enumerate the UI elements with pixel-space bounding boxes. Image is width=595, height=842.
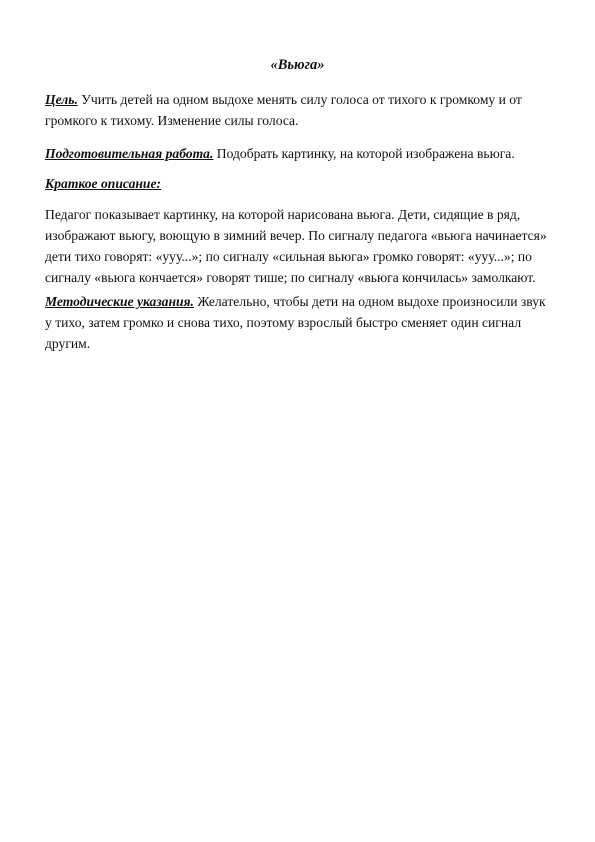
goal-label: Цель. — [45, 92, 78, 107]
preparation-label: Подготовительная работа. — [45, 146, 214, 161]
method-text: Желательно, чтобы дети на одном выдохе произносили звук у тихо, затем громко и снова тихо, поэтому взрослый быстро сменяет один сигнал другим. — [45, 294, 546, 351]
brief-heading — [45, 173, 553, 194]
document-title: «Вьюга» — [270, 57, 325, 73]
brief-paragraph: Педагог показывает картинку, на которой нарисована вьюга. Дети, сидящие в ряд, изображают вьюгу, воющую в зимний вечер. По сигналу педагога «вьюга начинается» дети тихо говорят: «ууу...»; по сигналу «сильная вьюга» громко говорят: «ууу...»; по сигналу «вьюга кончается» говорят тише; по сигналу «вьюга кончилась» замолкают. — [45, 207, 547, 285]
method-paragraph — [45, 291, 553, 354]
brief-label: Краткое описание: — [45, 176, 162, 191]
goal-paragraph — [45, 89, 553, 131]
method-label: Методические указания. — [45, 294, 194, 309]
goal-text: Учить детей на одном выдохе менять силу голоса от тихого к громкому и от громкого к тихому. Изменение силы голоса. — [45, 92, 522, 128]
preparation-paragraph — [45, 143, 553, 164]
preparation-text: Подобрать картинку, на которой изображена вьюга. — [213, 146, 515, 161]
